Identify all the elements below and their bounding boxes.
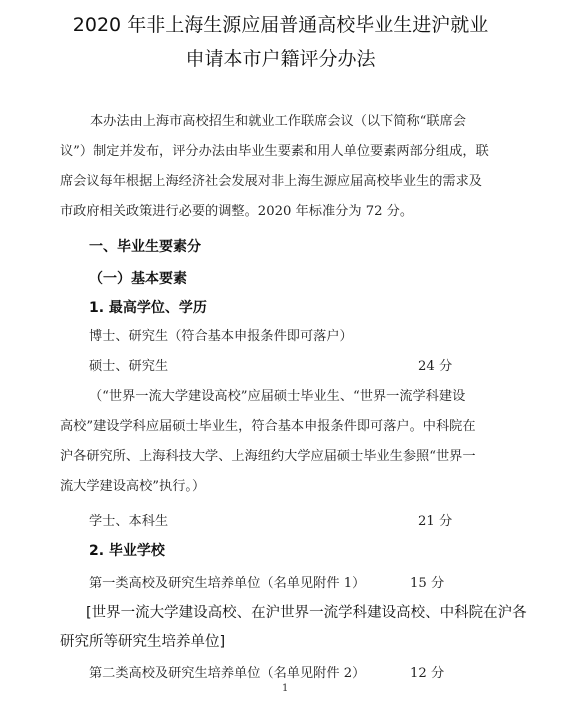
doctor-line: 博士、研究生（符合基本申报条件即可落户） <box>89 329 353 344</box>
master-note-line-3: 沪各研究所、上海科技大学、上海纽约大学应届硕士毕业生参照“世界一 <box>60 449 476 464</box>
document-title-line2: 申请本市户籍评分办法 <box>185 48 376 70</box>
document-title-line1: 2020 年非上海生源应届普通高校毕业生进沪就业 <box>72 14 489 36</box>
item2-heading: 2. 毕业学校 <box>89 543 165 559</box>
item1-heading: 1. 最高学位、学历 <box>89 300 207 316</box>
master-score: 24 分 <box>418 359 453 374</box>
intro-line-3: 席会议每年根据上海经济社会发展对非上海生源应届高校毕业生的需求及 <box>60 174 482 189</box>
section1-heading: 一、毕业生要素分 <box>89 239 201 255</box>
bachelor-score: 21 分 <box>418 514 453 529</box>
intro-line-4: 市政府相关政策进行必要的调整。2020 年标准分为 72 分。 <box>60 204 414 219</box>
class2-label: 第二类高校及研究生培养单位（名单见附件 2） <box>89 666 366 681</box>
class2-score: 12 分 <box>410 666 445 681</box>
master-label: 硕士、研究生 <box>89 359 169 374</box>
bachelor-label: 学士、本科生 <box>89 514 169 529</box>
subsection1-heading: （一）基本要素 <box>89 271 187 287</box>
class1-note-line-1: [世界一流大学建设高校、在沪世界一流学科建设高校、中科院在沪各 <box>86 605 527 621</box>
class1-score: 15 分 <box>410 576 445 591</box>
class1-label: 第一类高校及研究生培养单位（名单见附件 1） <box>89 576 366 591</box>
class1-note-line-2: 研究所等研究生培养单位] <box>60 634 226 650</box>
intro-line-2: 议”）制定并发布，评分办法由毕业生要素和用人单位要素两部分组成，联 <box>60 144 489 159</box>
master-note-line-1: （“世界一流大学建设高校”应届硕士毕业生、“世界一流学科建设 <box>89 389 466 404</box>
page-number: 1 <box>282 683 289 694</box>
master-note-line-2: 高校”建设学科应届硕士毕业生，符合基本申报条件即可落户。中科院在 <box>60 419 476 434</box>
master-note-line-4: 流大学建设高校”执行。） <box>60 479 206 494</box>
intro-line-1: 本办法由上海市高校招生和就业工作联席会议（以下简称“联席会 <box>90 114 466 129</box>
